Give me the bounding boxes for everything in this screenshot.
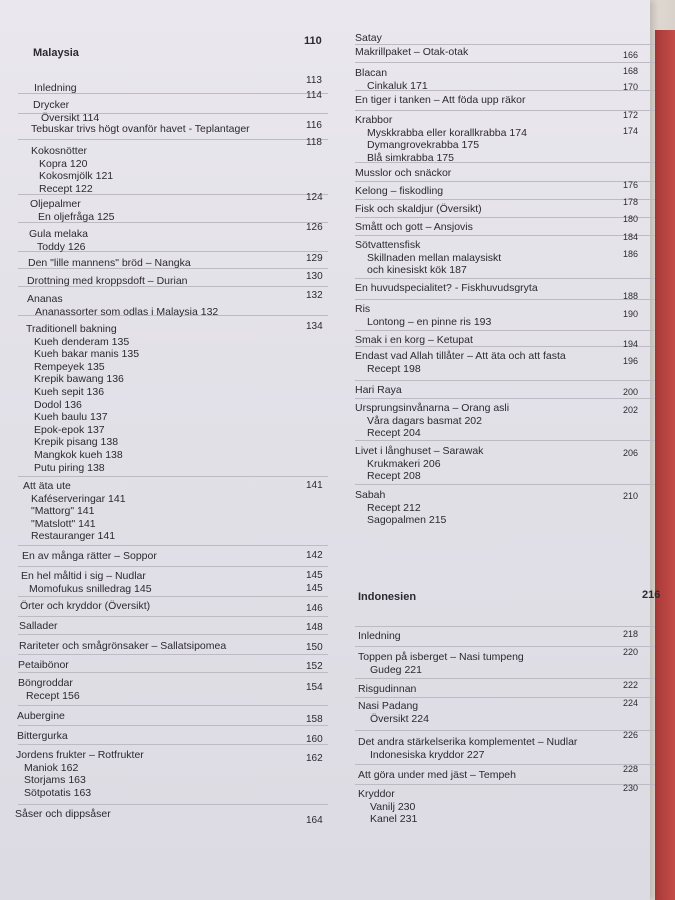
separator-rule — [355, 484, 655, 485]
toc-page-number: 224 — [623, 698, 639, 708]
toc-subentry: Putu piring 138 — [34, 461, 105, 474]
toc-entry-title: Böngroddar — [18, 677, 73, 689]
toc-entry-title: Satay — [355, 32, 382, 44]
separator-rule — [18, 634, 328, 635]
separator-rule — [355, 784, 655, 785]
toc-page-number: 206 — [623, 448, 639, 458]
toc-page-number: 130 — [306, 271, 323, 282]
separator-rule — [355, 62, 655, 63]
toc-page-number: 226 — [623, 730, 639, 740]
toc-page-number: 132 — [306, 290, 323, 301]
toc-subentry: Kueh baulu 137 — [34, 411, 108, 424]
toc-entry-title: Bittergurka — [17, 730, 68, 742]
toc-page-number: 116 — [306, 120, 322, 131]
toc-subentry: Kueh bakar manis 135 — [34, 348, 140, 361]
toc-subentry: Mangkok kueh 138 — [34, 449, 123, 461]
toc-entry-title: Sötvattensfisk — [355, 239, 421, 251]
toc-entry-title: Risgudinnan — [358, 683, 417, 695]
toc-subentry: Kopra 120 — [39, 157, 88, 170]
toc-entry-title: Makrillpaket – Otak-otak — [355, 46, 469, 58]
toc-subentry: Storjams 163 — [24, 774, 86, 787]
toc-page-number: 194 — [623, 339, 639, 349]
toc-subentry: Recept 156 — [26, 689, 80, 702]
toc-subentry: Recept 208 — [367, 470, 421, 483]
toc-subentry: Kaféserveringar 141 — [31, 492, 126, 505]
toc-page-number: 180 — [623, 214, 639, 224]
toc-subentry: Krepik pisang 138 — [34, 436, 119, 449]
toc-subentry: Recept 198 — [367, 362, 421, 375]
toc-subentry: Kokosmjölk 121 — [39, 170, 114, 183]
toc-page-number: 154 — [306, 682, 323, 693]
toc-entry-title: En av många rätter – Soppor — [22, 550, 157, 562]
separator-rule — [355, 626, 655, 627]
toc-subentry: Recept 204 — [367, 427, 421, 440]
separator-rule — [18, 596, 328, 597]
toc-page-number: 145 — [306, 570, 323, 581]
separator-rule — [355, 330, 655, 331]
toc-entry-title: Att göra under med jäst – Tempeh — [358, 769, 516, 781]
toc-entry-title: Den "lille mannens" bröd – Nangka — [28, 257, 191, 269]
toc-subentry: Momofukus snilledrag 145 — [29, 582, 152, 595]
separator-rule — [18, 725, 328, 726]
toc-subentry: Maniok 162 — [24, 761, 79, 774]
separator-rule — [355, 678, 655, 679]
toc-page-number: 184 — [623, 232, 639, 242]
toc-page-number: 150 — [306, 642, 323, 653]
separator-rule — [18, 545, 328, 546]
separator-rule — [18, 139, 328, 140]
separator-rule — [18, 804, 328, 805]
toc-page-number: 160 — [306, 734, 323, 745]
toc-page-number: 129 — [306, 253, 323, 264]
toc-entry-title: Livet i långhuset – Sarawak — [355, 445, 484, 457]
toc-subentry: Blå simkrabba 175 — [367, 151, 454, 164]
toc-page-number: 170 — [623, 82, 639, 92]
toc-page-number: 142 — [306, 550, 323, 561]
toc-entry-title: Endast vad Allah tillåter – Att äta och att fasta — [355, 350, 566, 362]
separator-rule — [18, 654, 328, 655]
toc-subentry: Skillnaden mellan malaysiskt — [367, 251, 502, 264]
toc-entry-title: Smak i en korg – Ketupat — [355, 334, 473, 346]
toc-entry-title: Musslor och snäckor — [355, 167, 452, 179]
toc-page-number: 196 — [623, 356, 639, 366]
toc-entry-title: Tebuskar trivs högt ovanför havet - Teplantager — [31, 123, 250, 135]
separator-rule — [355, 181, 655, 182]
toc-subentry: Krepik bawang 136 — [34, 373, 124, 386]
toc-subentry: En oljefråga 125 — [38, 210, 115, 223]
toc-page-number: 176 — [623, 180, 639, 190]
toc-page-number: 113 — [306, 75, 322, 86]
toc-entry-title: En hel måltid i sig – Nudlar — [21, 570, 146, 582]
book-cover-edge — [655, 30, 675, 900]
toc-entry-title: Örter och kryddor (Översikt) — [20, 600, 151, 612]
separator-rule — [355, 646, 655, 647]
toc-page-number: 152 — [306, 661, 323, 672]
separator-rule — [355, 697, 655, 698]
toc-subentry: Toddy 126 — [37, 240, 86, 253]
toc-entry-title: Hari Raya — [355, 384, 402, 396]
section-page-malaysia: 110 — [304, 35, 322, 47]
toc-subentry: Epok-epok 137 — [34, 423, 105, 436]
toc-entry-title: Petaibönor — [18, 659, 69, 671]
section-title-indonesien: Indonesien — [358, 591, 417, 603]
toc-page-number: 200 — [623, 387, 639, 397]
toc-subentry: Indonesiska kryddor 227 — [370, 748, 485, 761]
toc-subentry: och kinesiskt kök 187 — [367, 264, 467, 277]
toc-subentry: Översikt 224 — [370, 712, 429, 725]
toc-page-number: 158 — [306, 714, 323, 725]
toc-entry-title: Inledning — [34, 82, 77, 94]
toc-page-number: 190 — [623, 309, 639, 319]
toc-subentry: Kueh denderam 135 — [34, 335, 130, 348]
toc-entry-title: Ris — [355, 303, 371, 315]
toc-entry-title: Sallader — [19, 620, 58, 632]
toc-entry-title: Fisk och skaldjur (Översikt) — [355, 203, 482, 215]
toc-page-number: 178 — [623, 197, 639, 207]
section-page-indonesien: 216 — [642, 589, 661, 601]
toc-page-number: 145 — [306, 583, 323, 594]
separator-rule — [355, 217, 655, 218]
toc-subentry: Dodol 136 — [34, 398, 82, 411]
toc-entry-title: Ananas — [27, 293, 63, 305]
toc-subentry: "Mattorg" 141 — [31, 505, 95, 518]
separator-rule — [18, 616, 328, 617]
toc-subentry: Krukmakeri 206 — [367, 457, 441, 470]
toc-entry-title: En huvudspecialitet? - Fiskhuvudsgryta — [355, 282, 538, 294]
toc-page-number: 134 — [306, 321, 323, 332]
separator-rule — [355, 380, 655, 381]
toc-entry-title: Krabbor — [355, 114, 393, 126]
toc-page-number: 114 — [306, 90, 322, 101]
separator-rule — [18, 566, 328, 567]
toc-subentry: Översikt 114 — [41, 111, 100, 124]
toc-page-number: 164 — [306, 815, 323, 826]
separator-rule — [355, 199, 655, 200]
toc-entry-title: Aubergine — [17, 710, 65, 722]
toc-entry-title: Inledning — [358, 630, 401, 642]
toc-entry-title: Det andra stärkelserika komplementet – Nudlar — [358, 736, 578, 748]
toc-subentry: Ananassorter som odlas i Malaysia 132 — [35, 305, 219, 318]
toc-page-number: 162 — [306, 753, 323, 764]
toc-page-number: 168 — [623, 66, 639, 76]
toc-entry-title: En tiger i tanken – Att föda upp räkor — [355, 94, 526, 106]
separator-rule — [355, 278, 655, 279]
toc-entry-title: Såser och dippsåser — [15, 808, 111, 820]
separator-rule — [355, 440, 655, 441]
toc-page-number: 218 — [623, 629, 639, 639]
toc-page-number: 230 — [623, 783, 639, 793]
toc-entry-title: Nasi Padang — [358, 700, 419, 712]
separator-rule — [355, 110, 655, 111]
toc-page-number: 141 — [306, 480, 323, 491]
toc-subentry: Cinkaluk 171 — [367, 79, 428, 92]
separator-rule — [355, 730, 655, 731]
toc-entry-title: Kryddor — [358, 788, 395, 800]
toc-page-number: 148 — [306, 622, 323, 633]
toc-subentry: Kanel 231 — [370, 813, 418, 826]
toc-page-number: 210 — [623, 491, 639, 501]
toc-page-number: 126 — [306, 222, 323, 233]
toc-page-number: 222 — [623, 680, 639, 690]
toc-page-number: 124 — [306, 192, 323, 203]
toc-entry-title: Ursprungsinvånarna – Orang asli — [355, 402, 510, 414]
toc-entry-title: Drottning med kroppsdoft – Durian — [27, 275, 188, 287]
toc-page-number: 172 — [623, 110, 639, 120]
toc-entry-title: Att äta ute — [23, 480, 71, 492]
toc-entry-title: Traditionell bakning — [26, 323, 117, 335]
toc-entry-title: Kokosnötter — [31, 145, 88, 157]
toc-subentry: "Matslott" 141 — [31, 517, 96, 530]
toc-page-number: 174 — [623, 126, 639, 136]
toc-subentry: Dymangrovekrabba 175 — [367, 139, 480, 152]
toc-subentry: Recept 212 — [367, 501, 421, 514]
toc-entry-title: Smått och gott – Ansjovis — [355, 221, 473, 233]
separator-rule — [355, 764, 655, 765]
toc-entry-title: Jordens frukter – Rotfrukter — [16, 749, 144, 761]
separator-rule — [355, 235, 655, 236]
toc-subentry: Våra dagars basmat 202 — [367, 414, 482, 427]
toc-page-number: 166 — [623, 50, 639, 60]
toc-subentry: Restauranger 141 — [31, 530, 116, 543]
separator-rule — [18, 672, 328, 673]
toc-subentry: Myskkrabba eller korallkrabba 174 — [367, 126, 527, 139]
toc-page-number: 146 — [306, 603, 323, 614]
toc-entry-title: Gula melaka — [29, 228, 88, 240]
section-title-malaysia: Malaysia — [33, 47, 79, 59]
toc-subentry: Vanilj 230 — [370, 800, 416, 813]
toc-page-number: 188 — [623, 291, 639, 301]
toc-entry-title: Rariteter och smågrönsaker – Sallatsipomea — [19, 640, 227, 652]
toc-entry-title: Drycker — [33, 99, 70, 111]
toc-page-number: 186 — [623, 249, 639, 259]
toc-subentry: Kueh sepit 136 — [34, 386, 105, 398]
toc-subentry: Sagopalmen 215 — [367, 514, 447, 527]
toc-subentry: Gudeg 221 — [370, 663, 422, 676]
toc-entry-title: Oljepalmer — [30, 198, 81, 210]
separator-rule — [18, 744, 328, 745]
toc-subentry: Rempeyek 135 — [34, 360, 105, 373]
toc-page-number: 228 — [623, 764, 639, 774]
toc-entry-title: Sabah — [355, 489, 386, 501]
toc-page-number: 202 — [623, 405, 639, 415]
separator-rule — [355, 44, 655, 45]
toc-subentry: Sötpotatis 163 — [24, 786, 92, 799]
toc-subentry: Lontong – en pinne ris 193 — [367, 315, 492, 328]
toc-entry-title: Blacan — [355, 67, 388, 79]
separator-rule — [355, 299, 655, 300]
separator-rule — [18, 705, 328, 706]
toc-entry-title: Toppen på isberget – Nasi tumpeng — [358, 651, 524, 663]
toc-page-number: 220 — [623, 647, 639, 657]
toc-subentry: Recept 122 — [39, 182, 93, 195]
toc-entry-title: Kelong – fiskodling — [355, 185, 444, 197]
toc-page-number: 118 — [306, 137, 322, 148]
separator-rule — [355, 398, 655, 399]
separator-rule — [18, 476, 328, 477]
